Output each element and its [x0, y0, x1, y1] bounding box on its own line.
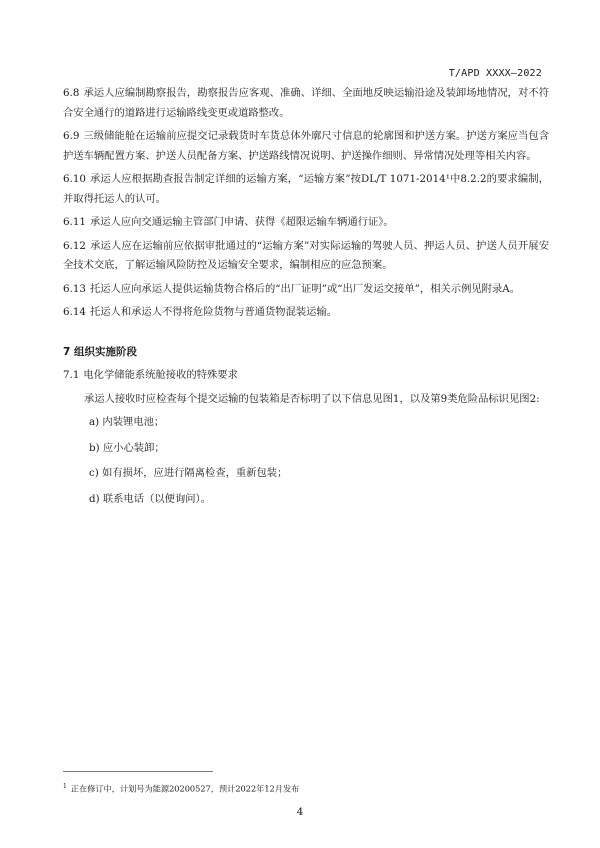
clause-6-8: [63, 84, 549, 123]
subsection-number: 7.1: [63, 369, 80, 381]
clause-text: 三级储能舱在运输前应提交记录载货时车货总体外廓尺寸信息的轮廓图和护送方案。护送方案应当包含护送车辆配置方案、护送人员配备方案、护送路线情况说明、护送操作细则、异常情况处理等相关内容。: [63, 130, 549, 162]
clause-number: 6.9: [63, 130, 80, 142]
clause-number: 6.10: [63, 173, 86, 185]
body-text: [63, 84, 549, 515]
footnote-text: 正在修订中，计划号为能源20200527，预计2022年12月发布: [70, 783, 300, 794]
list-item: c) 如有损坏，应进行隔离检查，重新包装；: [89, 467, 288, 479]
document-id: T/APD XXXX—2022: [448, 68, 542, 79]
list-item: b) 应小心装卸；: [89, 441, 165, 454]
clause-text: 承运人应在运输前应依据审批通过的“运输方案”对实际运输的驾驶人员、押运人员、护送人员开展安全技术交底，了解运输风险防控及运输安全要求，编制相应的应急预案。: [63, 239, 549, 271]
intro-paragraph: 承运人接收时应检查每个提交运输的包装箱是否标明了以下信息见图1，以及第9类危险品标识见图2:: [84, 392, 540, 405]
subsection-title: [63, 366, 549, 386]
clause-6-12: [63, 237, 549, 276]
footnote: [63, 781, 299, 795]
clause-6-10: [63, 170, 549, 209]
clause-text: 托运人应向承运人提供运输货物合格后的“出厂证明”或“出厂发运交接单”，相关示例见附录A。: [89, 282, 521, 295]
footnote-marker: 1: [63, 783, 67, 790]
page-number: 4: [296, 806, 304, 818]
clause-number: 6.8: [63, 87, 80, 99]
clause-6-9: [63, 127, 549, 166]
list-item: a) 内装锂电池；: [89, 416, 165, 428]
list-item: d) 联系电话（以便询问）。: [89, 492, 211, 505]
clause-text: 托运人和承运人不得将危险货物与普通货物混装运输。: [89, 306, 338, 318]
clause-6-13: [63, 280, 549, 300]
footnote-divider: [63, 771, 213, 772]
clause-number: 6.11: [63, 216, 86, 228]
clause-number: 6.14: [63, 306, 86, 318]
clause-text: 承运人应根据勘查报告制定详细的运输方案，“运输方案”按DL/T 1071-2014¹中8.2.2的要求编制，并取得托运人的认可。: [63, 173, 549, 205]
clause-number: 6.13: [63, 282, 86, 295]
clause-text: 承运人应向交通运输主管部门申请、获得《超限运输车辆通行证》。: [89, 216, 394, 228]
clause-6-14: [63, 303, 549, 323]
section-heading: 7 组织实施阶段: [63, 345, 137, 358]
clause-text: 承运人应编制勘察报告，勘察报告应客观、准确、详细、全面地反映运输沿途及装卸场地情况，对不符合安全通行的道路进行运输路线变更或道路整改。: [63, 87, 549, 119]
clause-number: 6.12: [63, 239, 86, 252]
subsection-text: 电化学储能系统舱接收的特殊要求: [83, 369, 238, 381]
clause-6-11: [63, 213, 549, 233]
